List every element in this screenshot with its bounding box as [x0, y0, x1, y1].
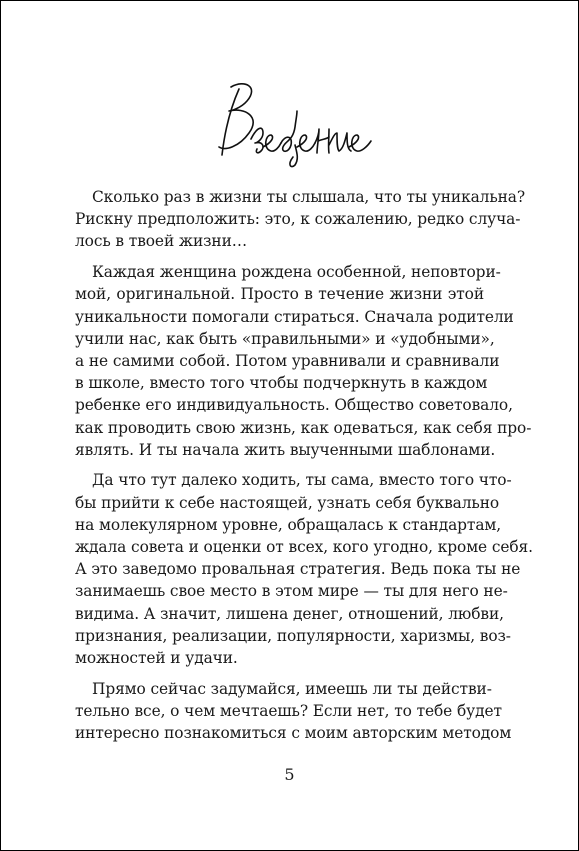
text-line: в школе, вместо того чтобы подчеркнуть в каждом — [75, 374, 488, 393]
text-line: Сколько раз в жизни ты слышала, что ты уникальна? — [92, 188, 526, 206]
text-line: лось в твоей жизни… — [75, 232, 248, 251]
text-line: Каждая женщина рождена особенной, неповтори- — [92, 263, 501, 282]
page-number: 5 — [284, 765, 295, 784]
text-line: мой, оригинальной. Просто в течение жизни этой — [75, 285, 484, 304]
text-line: можностей и удачи. — [75, 649, 238, 668]
paragraph — [75, 678, 512, 745]
text-line: занимаешь свое место в этом мире — ты для него не- — [75, 582, 508, 601]
text-line: как проводить свою жизнь, как одеваться, как себя про- — [75, 418, 532, 437]
text-line: видима. А значит, лишена денег, отношений, любви, — [75, 604, 504, 623]
text-line: ждала совета и оценки от всех, кого угодно, кроме себя. — [75, 538, 533, 557]
text-line: Рискну предположить: это, к сожалению, редко случа- — [75, 210, 521, 229]
body-text — [75, 186, 533, 744]
chapter-title — [201, 67, 381, 177]
text-line: ребенке его индивидуальность. Общество советовало, — [75, 396, 513, 415]
text-line: А это заведомо провальная стратегия. Ведь пока ты не — [75, 560, 521, 579]
paragraph — [75, 261, 532, 461]
text-line: интересно познакомиться с моим авторским методом — [75, 724, 512, 743]
text-line: Прямо сейчас задумайся, имеешь ли ты действи- — [92, 679, 492, 698]
text-line: являть. И ты начала жить выученными шаблонами. — [75, 440, 496, 459]
paragraph — [75, 469, 533, 669]
text-line: тельно все, о чем мечтаешь? Если нет, то тебе будет — [75, 701, 502, 720]
text-line: на молекулярном уровне, обращалась к стандартам, — [75, 515, 502, 534]
text-line: признания, реализации, популярности, харизмы, воз- — [75, 626, 511, 645]
text-line: Да что тут далеко ходить, ты сама, вместо того что- — [92, 471, 512, 490]
chapter-title-script — [201, 67, 381, 177]
text-line: уникальности помогали стираться. Сначала родители — [75, 307, 514, 326]
text-line: учили нас, как быть «правильными» и «удобными», — [75, 329, 495, 348]
text-line: бы прийти к себе настоящей, узнать себя буквально — [75, 493, 500, 512]
paragraph — [75, 186, 526, 253]
text-line: а не самими собой. Потом уравнивали и сравнивали — [75, 351, 500, 370]
